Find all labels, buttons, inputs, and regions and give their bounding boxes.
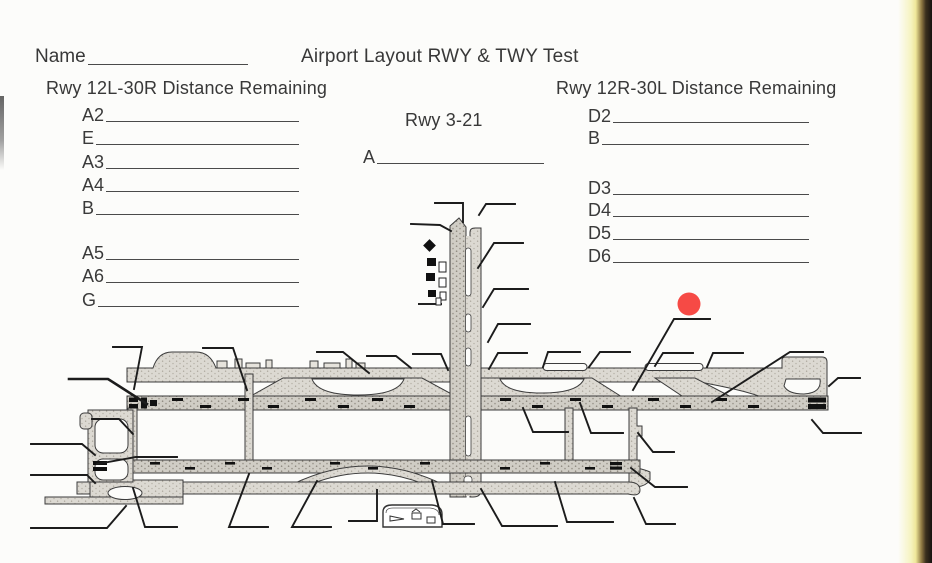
answer-blank-line [613,122,809,123]
right-answer-list [588,102,809,265]
name-label: Name [35,46,86,67]
fill-in-row-A5 [82,239,299,262]
fill-in-row-A6 [82,262,299,285]
blank-label: D2 [588,105,612,126]
ramp-buildings [418,239,446,305]
red-dot-marker [678,293,701,316]
blank-label: A6 [82,266,105,287]
blank-label: A [363,147,376,167]
answer-blank-line [106,121,299,122]
fill-in-row-A4 [82,171,299,194]
answer-blank-line [602,144,809,145]
fill-in-row-D6 [588,242,809,265]
fill-in-row-B [82,194,299,217]
blank-label: A4 [82,174,105,195]
fill-in-row-D4 [588,197,809,220]
left-answer-list [82,101,299,309]
blank-label: B [82,197,95,218]
scan-page-edge [898,0,932,563]
blank-label: D3 [588,177,612,198]
fill-in-row-D3 [588,174,809,197]
middle-answer-list [363,142,544,166]
blank-label: D4 [588,200,612,221]
answer-blank-line [96,214,299,215]
answer-blank-line [613,239,809,240]
answer-blank-line [96,144,299,145]
blank-label: G [82,289,97,310]
fill-in-row-A3 [82,147,299,170]
name-field-row [35,46,248,68]
answer-blank-line [106,282,299,283]
answer-blank-line [106,168,299,169]
section-heading-rwy-3-21: Rwy 3-21 [405,110,483,130]
blank-label: D6 [588,245,612,266]
scan-edge-sliver [0,96,4,170]
blank-label: B [588,128,601,149]
answer-blank-line [98,306,299,307]
blank-label: A3 [82,151,105,172]
blank-label: A5 [82,243,105,264]
page-title: Airport Layout RWY & TWY Test [301,46,579,67]
section-heading-12R-30L: Rwy 12R-30L Distance Remaining [556,78,837,98]
runway-3-21 [450,218,466,497]
blank-label: D5 [588,222,612,243]
answer-blank-line [613,194,809,195]
answer-blank-line [613,216,809,217]
fill-in-row-D5 [588,219,809,242]
fill-in-row-A [363,142,544,166]
fill-in-row-B [588,125,809,148]
section-heading-12L-30R: Rwy 12L-30R Distance Remaining [46,78,328,98]
blank-label: E [82,128,95,149]
fill-in-row-D2 [588,102,809,125]
answer-blank-line [106,191,299,192]
fill-in-row-G [82,285,299,308]
fill-in-row-E [82,124,299,147]
answer-blank-line [377,163,544,164]
answer-blank-line [613,262,809,263]
blank-label: A2 [82,105,105,126]
answer-blank-line [106,259,299,260]
compound-area [383,505,442,527]
fill-in-row-A2 [82,101,299,124]
name-blank-line [88,64,248,65]
